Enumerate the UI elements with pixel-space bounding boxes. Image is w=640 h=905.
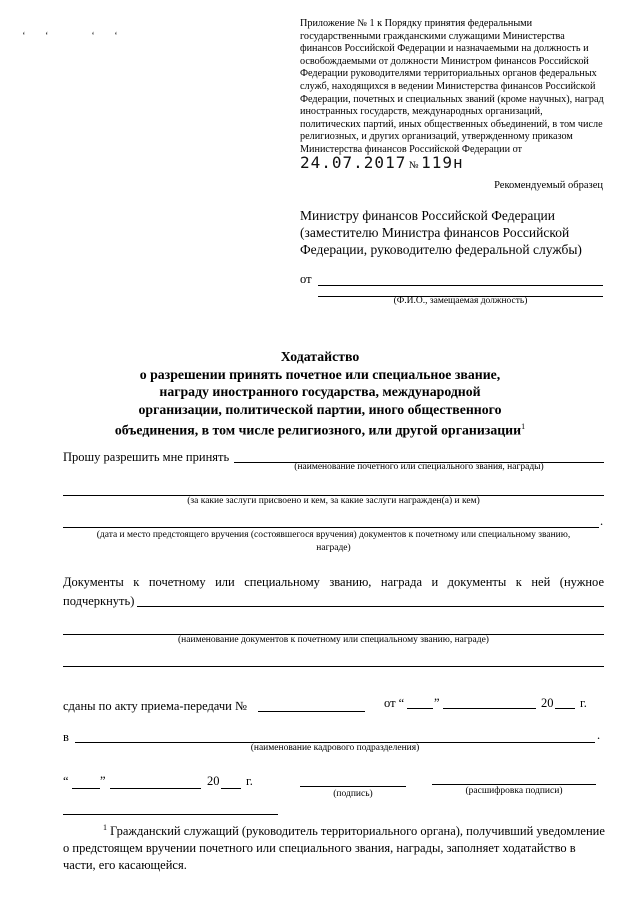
- in-period: .: [597, 728, 601, 742]
- in-label: в: [63, 730, 69, 744]
- footnote-text: Гражданский служащий (руководитель территориального органа), получивший уведомление о предстоящем вручении почетного или специального звания, награды, заполняет ходатайство в части, его касающейся.: [63, 824, 605, 873]
- sign-quote-open: “: [63, 774, 69, 788]
- signature-caption: (подпись): [333, 789, 373, 799]
- sign-year-prefix: 20: [207, 774, 220, 788]
- sign-year-line[interactable]: [221, 788, 241, 789]
- act-number-line[interactable]: [258, 711, 365, 712]
- documents-line-1[interactable]: [137, 606, 604, 607]
- request-caption-1: (наименование почетного или специального звания, награды): [294, 462, 544, 472]
- addressee: Министру финансов Российской Федерации (заместителю Министра финансов Российской Федерации, руководителю федеральной службы): [300, 208, 582, 257]
- request-caption-3b: награде): [316, 543, 351, 553]
- request-text: Прошу разрешить мне принять: [63, 450, 230, 464]
- documents-caption: (наименование документов к почетному или специальному званию, награде): [178, 635, 489, 645]
- from-caption: (Ф.И.О., замещаемая должность): [393, 296, 528, 306]
- title-line-2: о разрешении принять почетное или специальное звание,: [139, 366, 501, 382]
- documents-text-1: Документы к почетному или специальному званию, награда и документы к ней (нужное: [63, 575, 604, 589]
- signature-line[interactable]: [300, 786, 406, 787]
- footnote-separator: [63, 814, 278, 815]
- act-year-suffix: г.: [580, 696, 587, 710]
- order-number: 119н: [421, 152, 464, 172]
- scan-marks: ‘‘ ‘‘: [22, 30, 138, 42]
- appendix-text: Приложение № 1 к Порядку принятия федеральными государственными гражданскими служащими Министерства финансов Российской Федерации и назначаемыми на должность и освобождаемыми от должности Министром финансов Российской Федерации руководителями территориальных органов федеральных служб, находящихся в ведении Министерства финансов Российской Федерации, почетных и специальных званий (кроме научных), наград иностранных государств, международных организаций, политических партий, иных общественных объединений, в том числе религиозных, и других организаций, утвержденному приказом Министерства финансов Российской Федерации от: [300, 18, 604, 155]
- title-line-4: организации, политической партии, иного общественного: [138, 401, 502, 417]
- in-caption: (наименование кадрового подразделения): [250, 743, 420, 753]
- act-year-line[interactable]: [555, 708, 575, 709]
- act-month-line[interactable]: [443, 708, 536, 709]
- sign-year-suffix: г.: [246, 774, 253, 788]
- sign-month-line[interactable]: [110, 788, 201, 789]
- order-date: 24.07.2017: [300, 152, 407, 172]
- title-line-3: награду иностранного государства, международной: [159, 384, 481, 399]
- documents-line-3[interactable]: [63, 666, 604, 667]
- from-label: от: [300, 272, 312, 286]
- signature-decode-line[interactable]: [432, 784, 596, 785]
- period-mark: .: [600, 514, 604, 528]
- request-caption-3a: (дата и место предстоящего вручения (состоявшегося вручения) документов к почетному или специальному званию,: [96, 530, 571, 540]
- title-line-1: Ходатайство: [280, 349, 360, 364]
- sign-day-line[interactable]: [72, 788, 100, 789]
- appendix-header: [300, 18, 605, 172]
- act-year-prefix: 20: [541, 696, 554, 710]
- documents-text-2: подчеркнуть): [63, 594, 135, 608]
- request-caption-2: (за какие заслуги присвоено и кем, за какие заслуги награжден(а) и кем): [187, 496, 480, 506]
- document-title: [80, 348, 560, 439]
- from-name-line[interactable]: [318, 285, 603, 286]
- act-date-open: от “: [384, 696, 405, 710]
- act-quote-close: ”: [434, 696, 440, 710]
- sign-quote-close: ”: [100, 774, 106, 788]
- footnote: [63, 819, 606, 874]
- title-line-5: объединения, в том числе религиозного, или другой организации: [114, 422, 522, 438]
- act-text: сданы по акту приема-передачи №: [63, 699, 247, 713]
- signature-decode-caption: (расшифровка подписи): [465, 786, 563, 796]
- act-day-line[interactable]: [407, 708, 433, 709]
- award-date-line[interactable]: [63, 527, 599, 528]
- title-footnote-mark: 1: [521, 422, 526, 431]
- sample-label: Рекомендуемый образец: [494, 180, 603, 191]
- footnote-mark: 1: [103, 823, 107, 832]
- order-number-label: №: [408, 159, 419, 171]
